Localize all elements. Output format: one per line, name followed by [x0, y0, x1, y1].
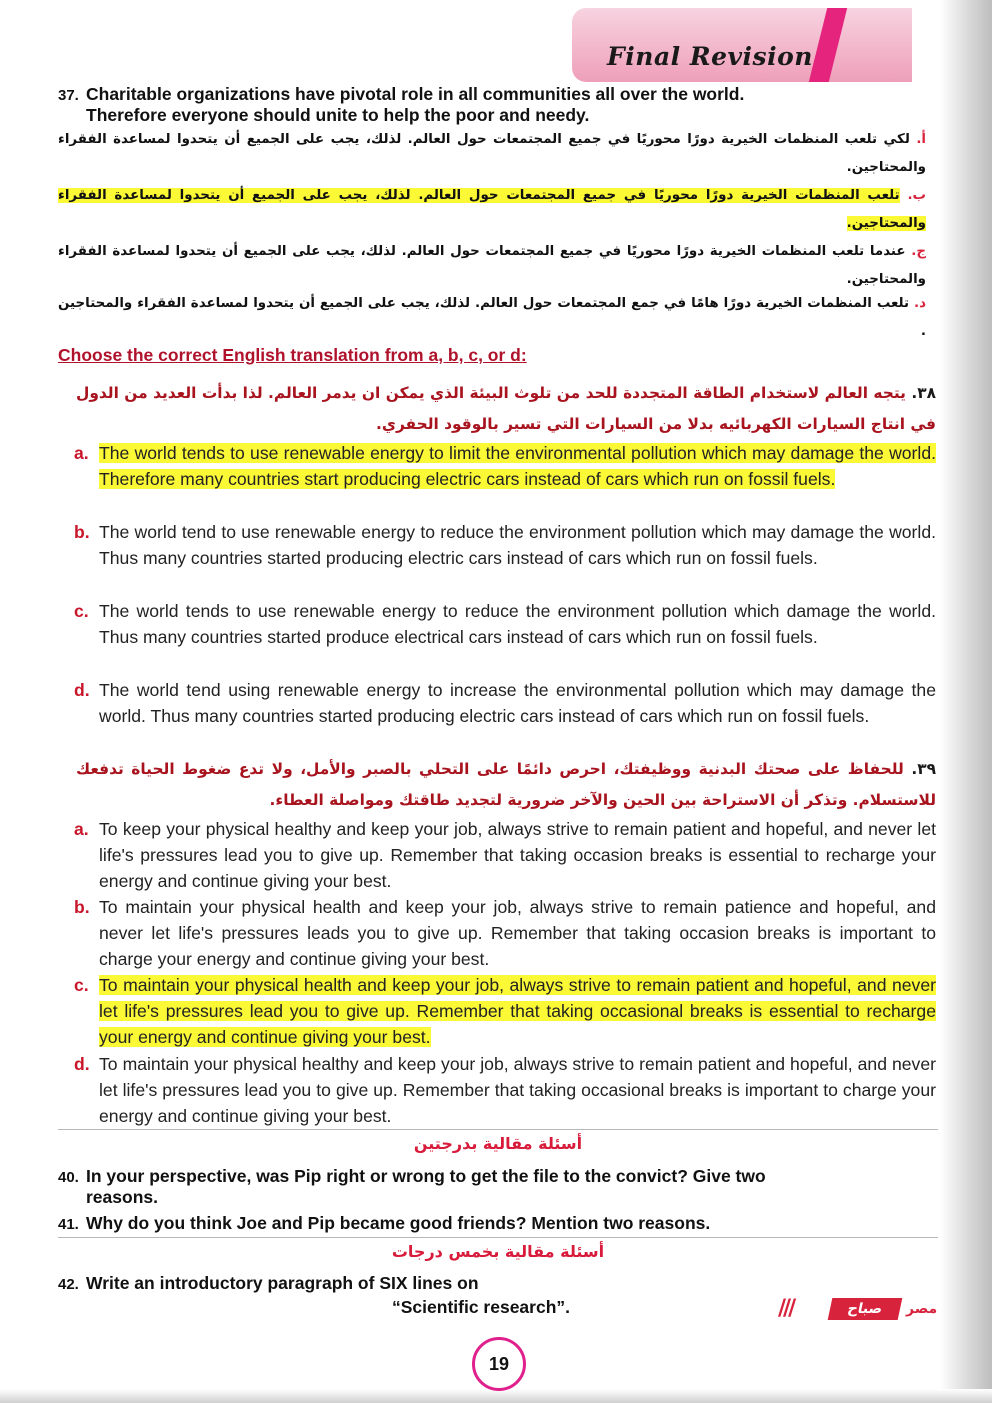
q39-option-d	[74, 1051, 936, 1130]
option-label: c.	[74, 975, 89, 995]
option-label: c.	[74, 601, 89, 621]
option-label: د.	[914, 296, 926, 311]
q39-option-a	[74, 816, 936, 895]
question-number: 41.	[58, 1216, 79, 1233]
question-text-line1: Write an introductory paragraph of SIX lines on	[86, 1273, 479, 1293]
option-text: The world tends to use renewable energy to reduce the environment pollution which damage the world. Thus many countries started produce electrical cars instead of cars which run on fossil fuels.	[99, 601, 936, 648]
option-text: To maintain your physical healthy and keep your job, always strive to remain patient and hopeful, and never let life's pressures lead you to give up. Remember that taking occasional breaks is important to charge your energy and continue giving your best.	[99, 1054, 936, 1127]
sabah-masr-logo	[778, 1296, 938, 1322]
section-instruction: Choose the correct English translation from a, b, c, or d:	[58, 345, 527, 365]
option-label: d.	[74, 1054, 90, 1074]
logo-box-text: صباح	[828, 1298, 903, 1320]
page-edge-shadow	[940, 0, 992, 1403]
divider	[58, 1129, 938, 1130]
question-39-arabic	[76, 754, 936, 816]
question-number: ٣٨.	[911, 384, 936, 402]
option-label: a.	[74, 819, 89, 839]
option-label: ج.	[911, 244, 926, 259]
option-label: أ.	[916, 132, 926, 147]
q37-option-c	[58, 238, 926, 294]
page-number-badge: 19	[472, 1337, 526, 1391]
q37-option-a	[58, 126, 926, 182]
question-number: 37.	[58, 87, 79, 104]
question-number: ٣٩.	[911, 760, 936, 778]
option-text-highlighted: The world tends to use renewable energy to limit the environmental pollution which may damage the world. Therefore many countries start producing electric cars instead of cars which run on fossil fuels.	[99, 443, 936, 490]
q39-option-b	[74, 894, 936, 973]
question-text-line2: Therefore everyone should unite to help the poor and needy.	[86, 105, 590, 125]
header-title: Final Revision	[607, 42, 813, 71]
question-37	[58, 84, 744, 126]
q38-option-c	[74, 598, 936, 650]
essay-two-marks-heading: أسئلة مقالية بدرجتين	[413, 1134, 583, 1153]
option-text: The world tend using renewable energy to increase the environmental pollution which may damage the world. Thus many countries started producing electric cars instead of cars which run on fossil fuels.	[99, 680, 936, 727]
option-label: a.	[74, 443, 89, 463]
option-text-highlighted: تلعب المنظمات الخيرية دورًا محوريًا في جميع المجتمعات حول العالم. لذلك، يجب على الجميع أن يتحدوا لمساعدة الفقراء والمحتاجين.	[58, 188, 926, 231]
q38-option-b	[74, 519, 936, 571]
question-41	[58, 1213, 710, 1234]
option-text: To keep your physical healthy and keep your job, always strive to remain patient and hopeful, and never let life's pressures lead you to give up. Remember that taking occasion breaks is essential to recharge your energy and continue giving your best.	[99, 819, 936, 892]
page-edge-bottom-shadow	[0, 1389, 992, 1403]
option-text-highlighted: To maintain your physical health and keep your job, always strive to remain patient and hopeful, and never let life's pressures lead you to give up. Remember that taking occasional breaks is essential to recharge your energy and continue giving your best.	[99, 975, 936, 1048]
option-text: عندما تلعب المنظمات الخيرية دورًا محوريًا في جميع المجتمعات حول العالم. لذلك، يجب على الجميع أن يتحدوا لمساعدة الفقراء والمحتاجين.	[58, 244, 926, 287]
q39-option-c	[74, 972, 936, 1051]
question-40	[58, 1166, 766, 1208]
question-text-line1: Charitable organizations have pivotal role in all communities all over the world.	[86, 84, 745, 104]
question-text-line1: In your perspective, was Pip right or wrong to get the file to the convict? Give two	[86, 1166, 766, 1186]
option-text: To maintain your physical health and keep your job, always strive to remain patience and hopeful, and never let life's pressures leads you to give up. Remember that taking occasion breaks is important to charge your energy and continue giving your best.	[99, 897, 936, 970]
logo-word: مصر	[906, 1301, 938, 1317]
question-text: Why do you think Joe and Pip became good friends? Mention two reasons.	[86, 1213, 711, 1233]
essay-five-marks-heading: أسئلة مقالية بخمس درجات	[391, 1242, 605, 1261]
question-42	[58, 1273, 479, 1294]
question-number: 42.	[58, 1276, 79, 1293]
question-38-arabic	[76, 378, 936, 440]
question-text: يتجه العالم لاستخدام الطاقة المتجددة للحد من تلوث البيئة الذي يمكن ان يدمر العالم. لذا بدأت العديد من الدول في انتاج السيارات الكهربائيه بدلا من السيارات التي تسير بالوقود الحفري.	[76, 384, 936, 433]
question-42-topic: “Scientific research”.	[392, 1297, 570, 1317]
option-text: تلعب المنظمات الخيرية دورًا هامًا في جمع المجتمعات حول العالم. لذلك، يجب على الجميع أن يتحدوا لمساعدة الفقراء والمحتاجين .	[58, 296, 926, 339]
divider	[58, 1237, 938, 1238]
option-text: لكي تلعب المنظمات الخيرية دورًا محوريًا في جميع المجتمعات حول العالم. لذلك، يجب على الجميع أن يتحدوا لمساعدة الفقراء والمحتاجين.	[58, 132, 926, 175]
option-label: b.	[74, 522, 90, 542]
question-number: 40.	[58, 1169, 79, 1186]
option-label: b.	[74, 897, 90, 917]
q38-option-d	[74, 677, 936, 729]
q37-option-b	[58, 182, 926, 238]
q38-option-a	[74, 440, 936, 492]
option-label: ب.	[907, 188, 926, 203]
option-text: The world tend to use renewable energy to reduce the environment pollution which may damage the world. Thus many countries started producing electric cars instead of cars which run on fossil fuels.	[99, 522, 936, 569]
question-text-line2: reasons.	[86, 1187, 158, 1207]
logo-slashes: ///	[778, 1296, 794, 1321]
option-label: d.	[74, 680, 90, 700]
question-text: للحفاظ على صحتك البدنية ووظيفتك، احرص دائمًا على التحلي بالصبر والأمل، ولا تدع ضغوط الحياة تدفعك للاستسلام. وتذكر أن الاستراحة بين الحين والآخر ضرورية لتجديد طاقتك ومواصلة العطاء.	[76, 760, 936, 809]
q37-option-d	[58, 290, 926, 346]
